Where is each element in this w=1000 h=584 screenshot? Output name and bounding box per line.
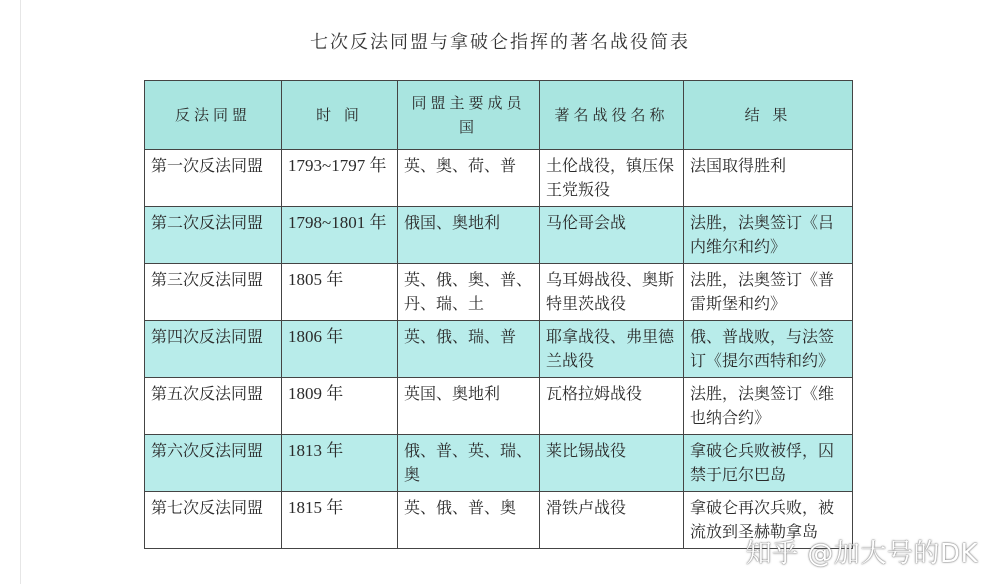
header-battles: 著名战役名称 [540,81,684,150]
table-row [145,150,853,207]
cell-members: 俄国、奥地利 [398,207,540,264]
table-row [145,207,853,264]
cell-battles: 耶拿战役、弗里德兰战役 [540,321,684,378]
cell-coalition: 第四次反法同盟 [145,321,282,378]
zhihu-watermark: 知乎 @加大号的DK [745,539,978,569]
cell-coalition: 第一次反法同盟 [145,150,282,207]
cell-coalition: 第三次反法同盟 [145,264,282,321]
table-row [145,378,853,435]
cell-members: 英、俄、奥、普、丹、瑞、土 [398,264,540,321]
cell-period: 1809 年 [282,378,398,435]
header-coalition: 反法同盟 [145,81,282,150]
cell-period: 1805 年 [282,264,398,321]
cell-coalition: 第七次反法同盟 [145,492,282,549]
cell-result: 法胜，法奥签订《普雷斯堡和约》 [684,264,853,321]
cell-result: 法胜，法奥签订《维也纳合约》 [684,378,853,435]
cell-period: 1813 年 [282,435,398,492]
cell-battles: 滑铁卢战役 [540,492,684,549]
cell-members: 英国、奥地利 [398,378,540,435]
cell-members: 英、奥、荷、普 [398,150,540,207]
cell-period: 1798~1801 年 [282,207,398,264]
cell-period: 1793~1797 年 [282,150,398,207]
cell-battles: 乌耳姆战役、奥斯特里茨战役 [540,264,684,321]
cell-members: 英、俄、瑞、普 [398,321,540,378]
cell-result: 法胜，法奥签订《吕内维尔和约》 [684,207,853,264]
cell-coalition: 第二次反法同盟 [145,207,282,264]
cell-battles: 莱比锡战役 [540,435,684,492]
table-row [145,264,853,321]
cell-result: 法国取得胜利 [684,150,853,207]
cell-battles: 马伦哥会战 [540,207,684,264]
cell-coalition: 第六次反法同盟 [145,435,282,492]
cell-result: 拿破仑兵败被俘，囚禁于厄尔巴岛 [684,435,853,492]
cell-coalition: 第五次反法同盟 [145,378,282,435]
cell-battles: 土伦战役，镇压保王党叛役 [540,150,684,207]
table-title: 七次反法同盟与拿破仑指挥的著名战役简表 [310,32,690,53]
cell-period: 1806 年 [282,321,398,378]
table-row [145,321,853,378]
battles-table [144,80,853,549]
cell-result: 俄、普战败，与法签订《提尔西特和约》 [684,321,853,378]
cell-battles: 瓦格拉姆战役 [540,378,684,435]
header-members: 同盟主要成员国 [398,81,540,150]
page-margin-rule [20,0,21,584]
table-row [145,435,853,492]
cell-period: 1815 年 [282,492,398,549]
cell-members: 俄、普、英、瑞、奥 [398,435,540,492]
header-row [145,81,853,150]
header-period: 时 间 [282,81,398,150]
header-result: 结 果 [684,81,853,150]
cell-result: 拿破仑再次兵败，被流放到圣赫勒拿岛 [684,492,853,549]
cell-members: 英、俄、普、奥 [398,492,540,549]
